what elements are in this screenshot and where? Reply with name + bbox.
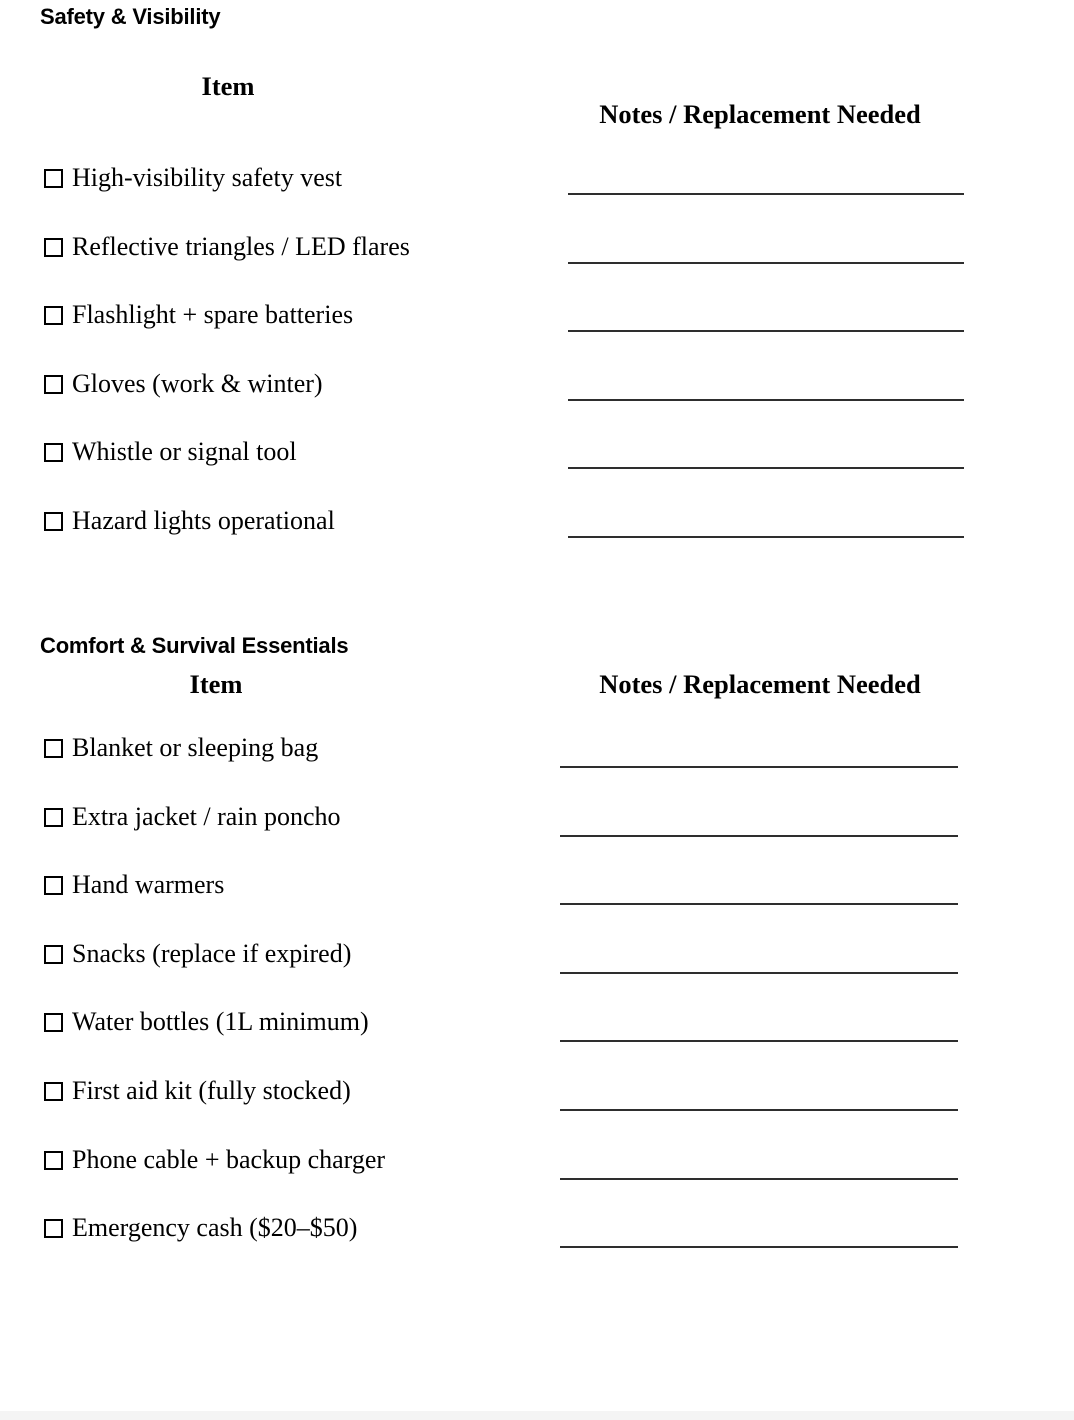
checkbox-icon[interactable] (44, 876, 63, 895)
item-label: Hazard lights operational (72, 505, 335, 535)
checkbox-icon[interactable] (44, 808, 63, 827)
item-label: Whistle or signal tool (72, 437, 297, 467)
checkbox-icon[interactable] (44, 512, 63, 531)
notes-line[interactable] (560, 1178, 958, 1180)
notes-line[interactable] (560, 1246, 958, 1248)
item-label: Hand warmers (72, 870, 225, 900)
checklist-row (0, 366, 1074, 435)
item-label: Extra jacket / rain poncho (72, 801, 341, 831)
column-header-notes: Notes / Replacement Needed (599, 669, 921, 699)
item-label: Emergency cash ($20–$50) (72, 1213, 358, 1243)
notes-line[interactable] (560, 1040, 958, 1042)
item-label: Reflective triangles / LED flares (72, 231, 410, 261)
checklist-row (0, 936, 1074, 1005)
item-label: Flashlight + spare batteries (72, 300, 354, 330)
checklist-row (0, 730, 1074, 799)
checklist-row (0, 297, 1074, 366)
notes-line[interactable] (568, 467, 964, 469)
checkbox-icon[interactable] (44, 739, 63, 758)
checkbox-icon[interactable] (44, 945, 63, 964)
checkbox-icon[interactable] (44, 1151, 63, 1170)
column-header-item: Item (189, 669, 243, 699)
notes-line[interactable] (568, 399, 964, 401)
checkbox-icon[interactable] (44, 1082, 63, 1101)
item-label: High-visibility safety vest (72, 163, 343, 192)
item-label: Blanket or sleeping bag (72, 733, 319, 762)
notes-line[interactable] (560, 1109, 958, 1111)
checklist-row (0, 1210, 1074, 1279)
checkbox-icon[interactable] (44, 1013, 63, 1032)
column-header-item: Item (201, 71, 255, 101)
page-bottom-edge (0, 1411, 1074, 1420)
checkbox-icon[interactable] (44, 238, 63, 257)
item-label: Phone cable + backup charger (72, 1144, 386, 1174)
item-label: First aid kit (fully stocked) (72, 1075, 351, 1105)
column-header-notes: Notes / Replacement Needed (599, 99, 921, 129)
checkbox-icon[interactable] (44, 1219, 63, 1238)
checkbox-icon[interactable] (44, 306, 63, 325)
section-title-comfort-survival: Comfort & Survival Essentials (40, 633, 349, 658)
notes-line[interactable] (568, 193, 964, 195)
notes-line[interactable] (568, 536, 964, 538)
notes-line[interactable] (568, 330, 964, 332)
checklist-row (0, 1004, 1074, 1073)
safety-visibility-checklist (0, 160, 1074, 572)
notes-line[interactable] (560, 972, 958, 974)
item-label: Gloves (work & winter) (72, 368, 323, 398)
checklist-row (0, 160, 1074, 229)
checkbox-icon[interactable] (44, 375, 63, 394)
checklist-row (0, 799, 1074, 868)
checklist-row (0, 229, 1074, 298)
item-label: Water bottles (1L minimum) (72, 1007, 369, 1037)
checkbox-icon[interactable] (44, 443, 63, 462)
checklist-row (0, 503, 1074, 572)
notes-line[interactable] (568, 262, 964, 264)
checklist-row (0, 1142, 1074, 1211)
section-title-safety-visibility: Safety & Visibility (40, 4, 221, 29)
checklist-row (0, 434, 1074, 503)
checkbox-icon[interactable] (44, 169, 63, 188)
item-label: Snacks (replace if expired) (72, 938, 352, 968)
notes-line[interactable] (560, 835, 958, 837)
checklist-row (0, 1073, 1074, 1142)
checklist-row (0, 867, 1074, 936)
comfort-survival-checklist (0, 730, 1074, 1279)
notes-line[interactable] (560, 766, 958, 768)
notes-line[interactable] (560, 903, 958, 905)
